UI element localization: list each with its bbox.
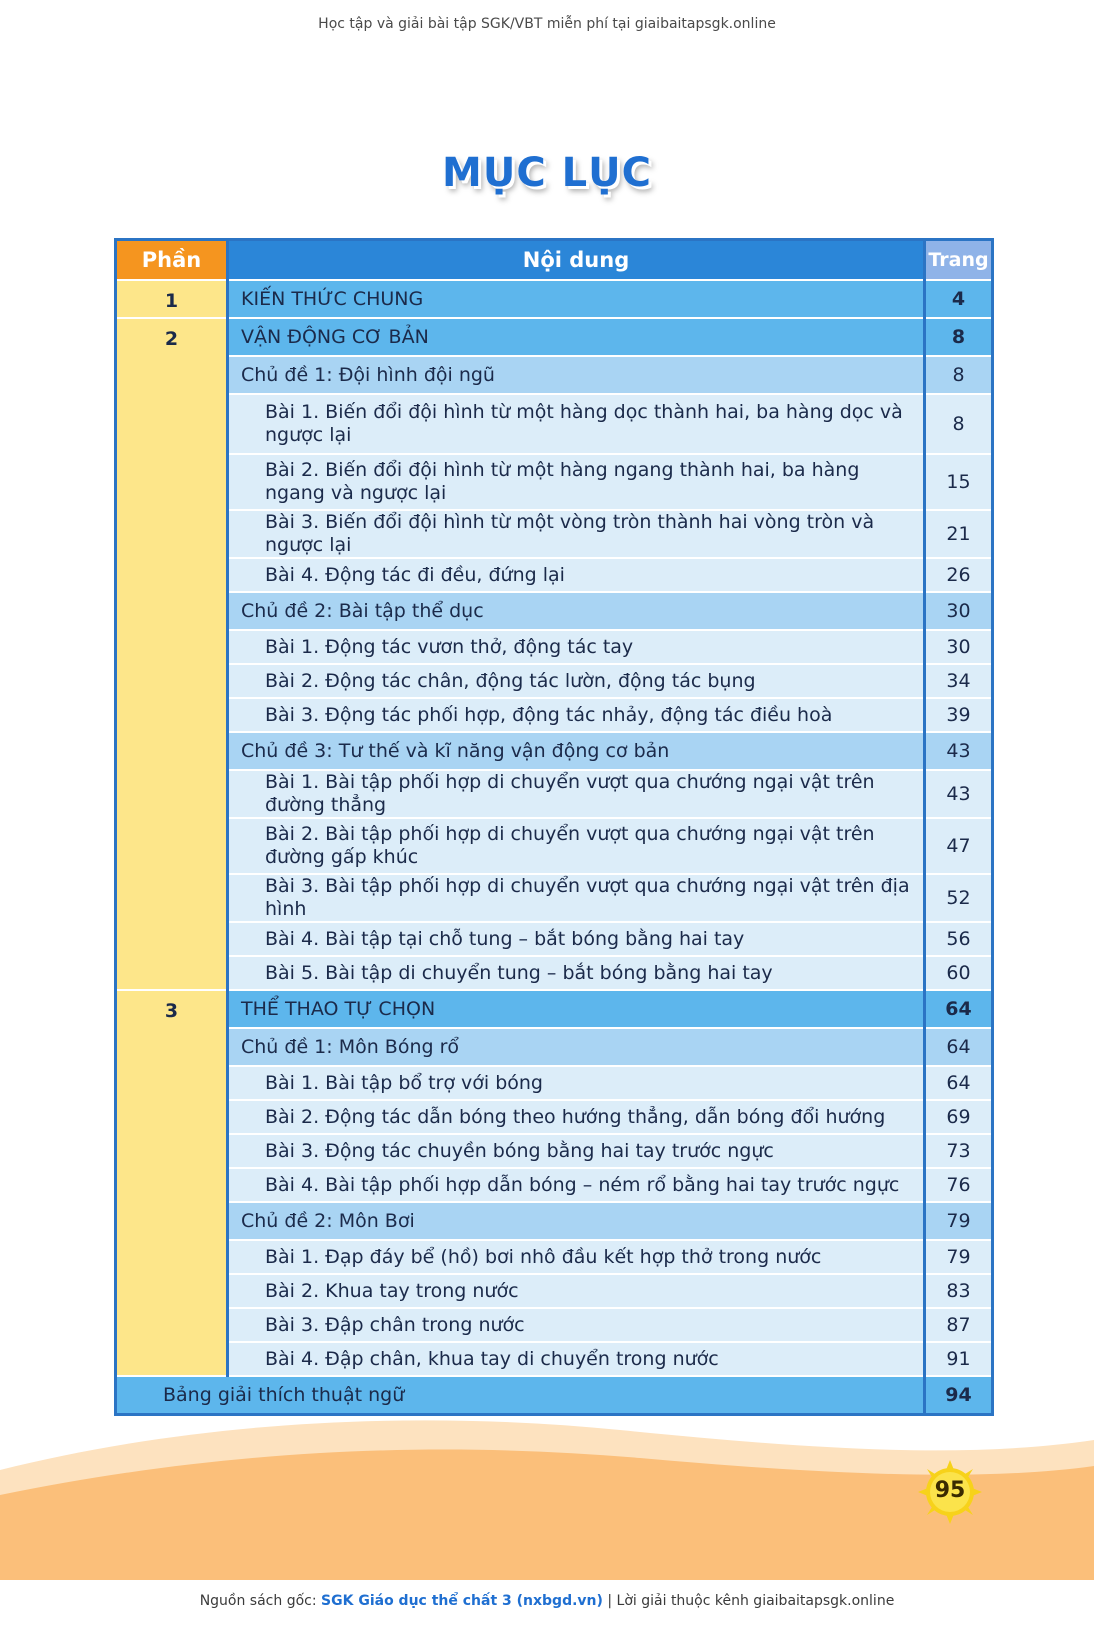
table-row — [116, 664, 993, 698]
lesson-title: Bài 4. Động tác đi đều, đứng lại — [228, 558, 925, 592]
page-cell: 30 — [925, 630, 993, 664]
page-cell: 8 — [925, 318, 993, 356]
page-cell: 64 — [925, 1028, 993, 1066]
footer-suffix: | Lời giải thuộc kênh giaibaitapsgk.online — [602, 1593, 895, 1609]
page-cell: 52 — [925, 874, 993, 922]
lesson-title: Bài 3. Biến đổi đội hình từ một vòng tròn thành hai vòng tròn và ngược lại — [228, 510, 925, 558]
table-row — [116, 990, 993, 1028]
page-cell: 56 — [925, 922, 993, 956]
page-cell: 76 — [925, 1168, 993, 1202]
header-content: Nội dung — [228, 240, 925, 281]
topic-title: Chủ đề 1: Môn Bóng rổ — [228, 1028, 925, 1066]
page-cell: 15 — [925, 454, 993, 510]
page-cell: 79 — [925, 1240, 993, 1274]
table-row — [116, 318, 993, 356]
table-of-contents — [114, 238, 994, 1416]
table-row — [116, 818, 993, 874]
page-cell: 69 — [925, 1100, 993, 1134]
lesson-title: Bài 4. Bài tập tại chỗ tung – bắt bóng bằng hai tay — [228, 922, 925, 956]
page-cell: 30 — [925, 592, 993, 630]
table-row — [116, 454, 993, 510]
page-number: 95 — [934, 1478, 966, 1503]
part-cell: 3 — [116, 990, 228, 1376]
glossary-page-cell: 94 — [925, 1376, 993, 1414]
page-cell: 73 — [925, 1134, 993, 1168]
lesson-title: Bài 3. Đập chân trong nước — [228, 1308, 925, 1342]
table-row — [116, 732, 993, 770]
footer-note — [0, 1593, 1094, 1609]
lesson-title: Bài 1. Biến đổi đội hình từ một hàng dọc thành hai, ba hàng dọc và ngược lại — [228, 394, 925, 454]
table-row — [116, 956, 993, 990]
page-cell: 91 — [925, 1342, 993, 1376]
lesson-title: Bài 2. Khua tay trong nước — [228, 1274, 925, 1308]
lesson-title: Bài 3. Bài tập phối hợp di chuyển vượt qua chướng ngại vật trên địa hình — [228, 874, 925, 922]
table-row — [116, 1342, 993, 1376]
table-row — [116, 922, 993, 956]
lesson-title: Bài 3. Động tác phối hợp, động tác nhảy, động tác điều hoà — [228, 698, 925, 732]
table-row — [116, 356, 993, 394]
page-cell: 21 — [925, 510, 993, 558]
page-cell: 39 — [925, 698, 993, 732]
table-row — [116, 874, 993, 922]
table-body — [116, 280, 993, 1414]
page-cell: 47 — [925, 818, 993, 874]
lesson-title: Bài 3. Động tác chuyền bóng bằng hai tay trước ngực — [228, 1134, 925, 1168]
page-cell: 8 — [925, 394, 993, 454]
lesson-title: Bài 2. Biến đổi đội hình từ một hàng ngang thành hai, ba hàng ngang và ngược lại — [228, 454, 925, 510]
topic-title: Chủ đề 2: Môn Bơi — [228, 1202, 925, 1240]
footer-source-link[interactable]: SGK Giáo dục thể chất 3 (nxbgd.vn) — [321, 1593, 603, 1609]
page-cell: 83 — [925, 1274, 993, 1308]
header-note: Học tập và giải bài tập SGK/VBT miễn phí tại giaibaitapsgk.online — [318, 16, 776, 32]
lesson-title: Bài 5. Bài tập di chuyển tung – bắt bóng bằng hai tay — [228, 956, 925, 990]
part-cell: 2 — [116, 318, 228, 990]
topic-title: Chủ đề 3: Tư thế và kĩ năng vận động cơ bản — [228, 732, 925, 770]
glossary-title: Bảng giải thích thuật ngữ — [116, 1376, 925, 1414]
part-title: VẬN ĐỘNG CƠ BẢN — [228, 318, 925, 356]
table-row — [116, 592, 993, 630]
part-title: KIẾN THỨC CHUNG — [228, 280, 925, 318]
header-part: Phần — [116, 240, 228, 281]
page-cell: 64 — [925, 1066, 993, 1100]
header-page: Trang — [925, 240, 993, 281]
page-cell: 4 — [925, 280, 993, 318]
table-row — [116, 1274, 993, 1308]
page-cell: 60 — [925, 956, 993, 990]
lesson-title: Bài 2. Động tác chân, động tác lườn, động tác bụng — [228, 664, 925, 698]
lesson-title: Bài 2. Bài tập phối hợp di chuyển vượt qua chướng ngại vật trên đường gấp khúc — [228, 818, 925, 874]
table-row — [116, 630, 993, 664]
page-title: MỤC LỤC — [442, 150, 652, 196]
table-row — [116, 770, 993, 818]
table-row — [116, 1028, 993, 1066]
topic-title: Chủ đề 1: Đội hình đội ngũ — [228, 356, 925, 394]
table-row — [116, 1134, 993, 1168]
page-cell: 43 — [925, 770, 993, 818]
table-row — [116, 1168, 993, 1202]
table-header-row — [116, 240, 993, 281]
footer-prefix: Nguồn sách gốc: — [199, 1593, 322, 1609]
page-cell: 79 — [925, 1202, 993, 1240]
part-cell: 1 — [116, 280, 228, 318]
page-cell: 34 — [925, 664, 993, 698]
lesson-title: Bài 4. Bài tập phối hợp dẫn bóng – ném rổ bằng hai tay trước ngực — [228, 1168, 925, 1202]
table-row — [116, 698, 993, 732]
lesson-title: Bài 1. Đạp đáy bể (hồ) bơi nhô đầu kết hợp thở trong nước — [228, 1240, 925, 1274]
lesson-title: Bài 1. Bài tập bổ trợ với bóng — [228, 1066, 925, 1100]
page-cell: 64 — [925, 990, 993, 1028]
table-row — [116, 1066, 993, 1100]
table-row — [116, 1308, 993, 1342]
lesson-title: Bài 2. Động tác dẫn bóng theo hướng thẳng, dẫn bóng đổi hướng — [228, 1100, 925, 1134]
lesson-title: Bài 1. Bài tập phối hợp di chuyển vượt qua chướng ngại vật trên đường thẳng — [228, 770, 925, 818]
table-row — [116, 1202, 993, 1240]
table-row — [116, 1240, 993, 1274]
part-title: THỂ THAO TỰ CHỌN — [228, 990, 925, 1028]
table-row — [116, 1100, 993, 1134]
lesson-title: Bài 4. Đập chân, khua tay di chuyển trong nước — [228, 1342, 925, 1376]
table-row — [116, 510, 993, 558]
page-cell: 43 — [925, 732, 993, 770]
page-cell: 26 — [925, 558, 993, 592]
page-cell: 8 — [925, 356, 993, 394]
lesson-title: Bài 1. Động tác vươn thở, động tác tay — [228, 630, 925, 664]
topic-title: Chủ đề 2: Bài tập thể dục — [228, 592, 925, 630]
page-cell: 87 — [925, 1308, 993, 1342]
table-row — [116, 394, 993, 454]
table-row — [116, 558, 993, 592]
table-row — [116, 280, 993, 318]
